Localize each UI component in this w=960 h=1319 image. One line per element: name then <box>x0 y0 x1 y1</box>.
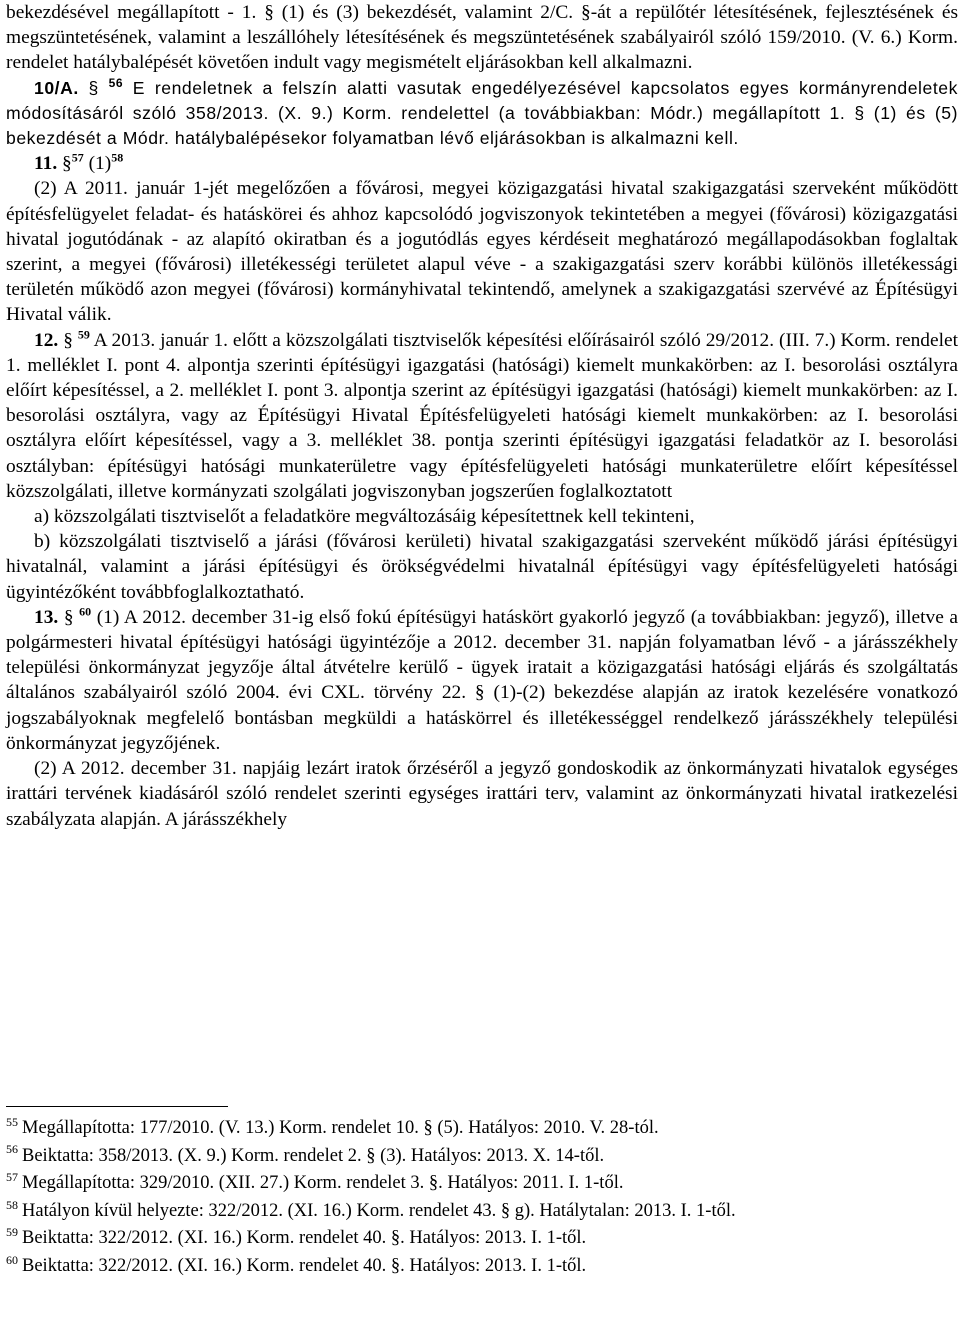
footnote-number: 56 <box>6 1142 18 1157</box>
section-text: E rendeletnek a felszín alatti vasutak engedélyezésével kapcsolatos egyes kormányrendeletek módosításáról szóló 358/2013. (X. 9.) Korm. rendelettel (a továbbiakban: Módr.) megállapított 1. § (1) és (5) bekezdését a Módr. hatálybalépésekor folyamatban lévő eljárásokban is alkalmazni kell. <box>6 77 958 149</box>
section-number: 10/A. <box>34 77 79 98</box>
footnote-text: Hatályon kívül helyezte: 322/2012. (XI. 16.) Korm. rendelet 43. § g). Hatálytalan: 2013. I. 1-től. <box>22 1200 736 1221</box>
footnote-number: 60 <box>6 1252 18 1267</box>
section-12 <box>6 328 958 504</box>
footnote-ref[interactable]: 58 <box>111 150 124 165</box>
paragraph-intro: bekezdésével megállapított - 1. § (1) és (3) bekezdését, valamint 2/C. §-át a repülőtér létesítésének, fejlesztésének és megszüntetésének, valamint a leszállóhely létesítésének és megszüntetésének szabályairól szóló 159/2010. (V. 6.) Korm. rendelet hatálybalépését követően indult vagy megismételt eljárásokban kell alkalmazni. <box>6 2 958 74</box>
footnote-56 <box>6 1143 958 1171</box>
section-text: A 2013. január 1. előtt a közszolgálati tisztviselők képesítési előírásairól szóló 29/2012. (III. 7.) Korm. rendelet 1. melléklet I. pont 4. alpontja szerinti építésügyi igazgatási (hatósági) kiemelt munkakörben: az I. besorolási osztályra előírt képesítéssel, a 2. melléklet I. pont 3. alpontja szerint az építésügyi igazgatási (hatósági) kiemelt munkakörben: az I. besorolási osztályra, vagy az Építésügyi Hivatal Építésfelügyeleti hatósági kiemelt munkakörben: az I. besorolási osztályra előírt képesítéssel, vagy a 3. melléklet 38. pontja szerinti építésügyi igazgatási feladatkör az I. besorolási osztályban: építésügyi hatósági munkaterületre vagy építésfelügyeleti hatósági munkaterületre előírt képesítéssel közszolgálati, illetve kormányzati szolgálati jogviszonyban jogszerűen foglalkoztatott <box>6 329 958 502</box>
footnote-text: Beiktatta: 322/2012. (XI. 16.) Korm. rendelet 40. §. Hatályos: 2013. I. 1-től. <box>22 1255 587 1276</box>
footnote-ref[interactable]: 57 <box>71 150 84 165</box>
footnote-number: 58 <box>6 1197 18 1212</box>
footnote-ref[interactable]: 60 <box>79 604 92 619</box>
document-page <box>6 0 958 832</box>
footnote-ref[interactable]: 56 <box>108 75 124 90</box>
footnote-text: Beiktatta: 358/2013. (X. 9.) Korm. rendelet 2. § (3). Hatályos: 2013. X. 14-től. <box>22 1145 605 1166</box>
section-12-item-b: b) közszolgálati tisztviselő a járási (fővárosi kerületi) hivatal szakigazgatási szerveként működő járási építésügyi hivatalnál, valamint a járási építésügyi és örökségvédelmi hivatalnál építésügyi vagy építésfelügyeleti hatósági ügyintézőként továbbfoglalkoztatható. <box>6 531 958 603</box>
section-12-item-a: a) közszolgálati tisztviselőt a feladatköre megváltozásáig képesítettnek kell tekinteni, <box>34 506 695 528</box>
section-sign: § <box>63 606 74 628</box>
footnote-number: 55 <box>6 1114 18 1129</box>
footnote-text: Megállapította: 329/2010. (XII. 27.) Korm. rendelet 3. §. Hatályos: 2011. I. 1-től. <box>22 1173 624 1194</box>
section-sign: § <box>88 77 99 98</box>
footnote-60 <box>6 1253 958 1281</box>
main-text <box>6 0 958 832</box>
footnote-58 <box>6 1198 958 1226</box>
section-number: 11. <box>34 153 58 175</box>
footnotes <box>6 1115 958 1281</box>
footnote-text: Beiktatta: 322/2012. (XI. 16.) Korm. rendelet 40. §. Hatályos: 2013. I. 1-től. <box>22 1228 587 1249</box>
section-11-heading <box>6 151 958 176</box>
section-13 <box>6 605 958 756</box>
section-text: (1) A 2012. december 31-ig első fokú építésügyi hatáskört gyakorló jegyző (a továbbiakban: jegyző), illetve a polgármesteri hivatal építésügyi hatósági ügyintézője a 2012. december 31. napján folyamatban lévő - a járásszékhely települési önkormányzat jegyzője által átvételre kerülő - ügyek iratait a közigazgatási hatósági eljárás és szolgáltatás általános szabályairól szóló 2004. évi CXL. törvény 22. § (1)-(2) bekezdése alapján az iratok kezelésére vonatkozó jogszabályoknak megfelelő bontásban megküldi a hatáskörrel és illetékességgel rendelkező járásszékhely települési önkormányzat jegyzőjének. <box>6 606 958 754</box>
footnote-ref[interactable]: 59 <box>77 327 90 342</box>
section-number: 12. <box>34 329 59 351</box>
section-11-paragraph-2: (2) A 2011. január 1-jét megelőzően a fővárosi, megyei közigazgatási hivatal szakigazgatási szerveként működött építésfelügyelet feladat- és hatáskörei és ahhoz kapcsolódó jogviszonyok tekintetében a megyei (fővárosi) közigazgatási hivatal jogutódának - az alapító okiratban és a jogutódlás egyes kérdéseit meghatározó megállapodásokban foglaltak szerint, a megyei (fővárosi) illetékességi területet alapul véve - a szakigazgatási szerv korábbi különös illetékessági területén működő azon megyei (fővárosi) kormányhivatal tekintendő, amelynek a szakigazgatási szervévé az Építésügyi Hivatal válik. <box>6 178 958 326</box>
footnote-divider <box>6 1106 228 1107</box>
footnote-number: 59 <box>6 1225 18 1240</box>
section-13-paragraph-2: (2) A 2012. december 31. napjáig lezárt iratok őrzéséről a jegyző gondoskodik az önkormányzati hivatalok egységes irattári tervének kiadásáról szóló rendelet szerinti egységes irattári terv, valamint az önkormányzati hivatal iratkezelési szabályzata alapján. A járásszékhely <box>6 758 958 830</box>
section-10a <box>6 76 958 152</box>
section-sign: § <box>62 153 72 175</box>
footnote-number: 57 <box>6 1170 18 1185</box>
paragraph-number: (1) <box>88 153 112 175</box>
footnote-59 <box>6 1225 958 1253</box>
section-number: 13. <box>34 606 59 628</box>
section-sign: § <box>63 329 73 351</box>
footnote-57 <box>6 1170 958 1198</box>
footnote-text: Megállapította: 177/2010. (V. 13.) Korm. rendelet 10. § (5). Hatályos: 2010. V. 28-tól. <box>22 1118 659 1138</box>
footnote-55 <box>6 1115 958 1143</box>
